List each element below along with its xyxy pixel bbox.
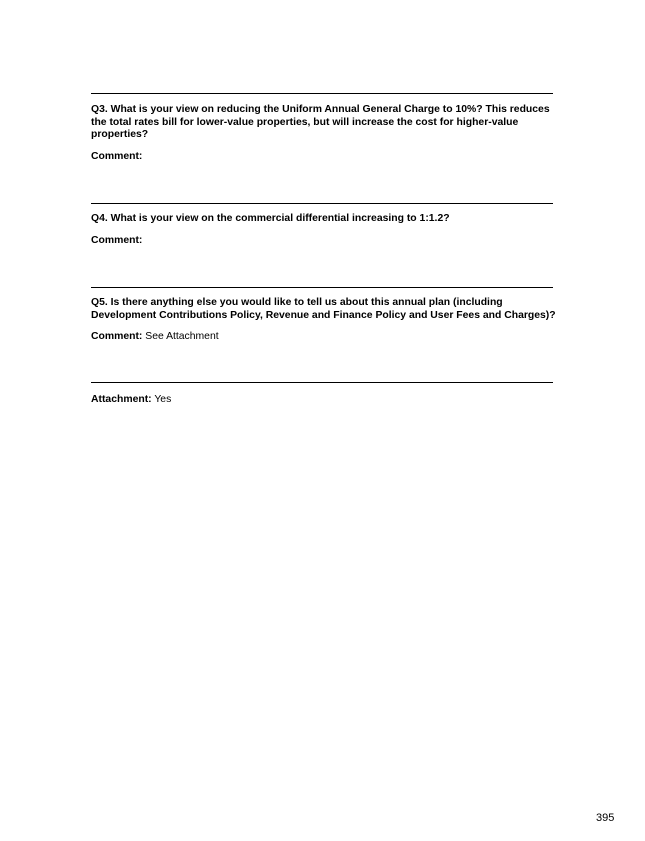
comment-label: Comment: [91, 235, 143, 246]
divider-line [91, 93, 553, 94]
comment-q5 [91, 331, 561, 344]
comment-label: Comment: [91, 151, 143, 162]
page-number: 395 [596, 812, 615, 824]
attachment-label: Attachment: [91, 394, 152, 405]
question-q4: Q4. What is your view on the commercial differential increasing to 1:1.2? [91, 213, 450, 224]
divider-line [91, 287, 553, 288]
comment-label: Comment: [91, 331, 143, 342]
question-q5: Q5. Is there anything else you would like to tell us about this annual plan (including Development Contributions Policy, Revenue and Finance Policy and User Fees and Charges)? [91, 297, 556, 321]
comment-q4 [91, 235, 561, 248]
attachment-value: Yes [154, 394, 172, 405]
divider-line [91, 382, 553, 383]
question-q3: Q3. What is your view on reducing the Uniform Annual General Charge to 10%? This reduces the total rates bill for lower-value properties, but will increase the cost for higher-value properties? [91, 104, 550, 141]
comment-q3 [91, 151, 561, 164]
attachment-line [91, 394, 561, 407]
comment-value: See Attachment [145, 331, 219, 342]
divider-line [91, 203, 553, 204]
